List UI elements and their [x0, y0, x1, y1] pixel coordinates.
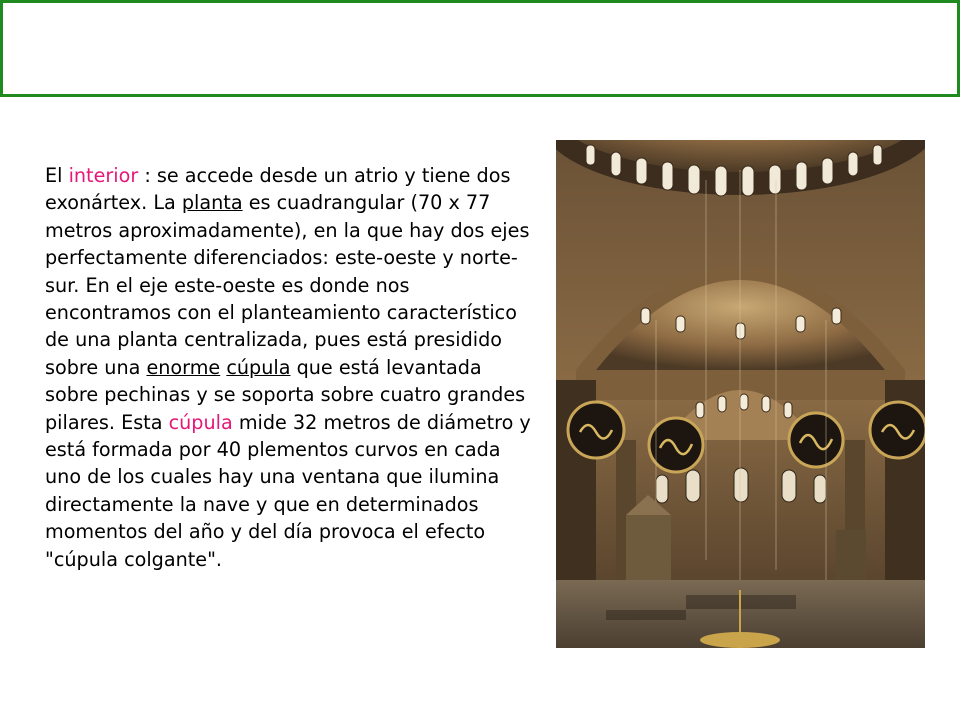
link-planta[interactable]: planta	[181, 191, 243, 215]
text-el: El	[45, 164, 69, 187]
medallion-center-right-icon	[789, 413, 843, 467]
text-pendentives: que está levantada sobre pechinas y se soporta sobre cuatro grandes pilares. Esta	[45, 355, 526, 434]
dome-interior-photo	[556, 140, 925, 648]
text-dome-description: mide 32 metros de diámetro y está formada por 40 plementos curvos en cada uno de los cuales hay una ventana que ilumina directamente la nave y que en determinados momentos del año y del día provoca el efecto "cúpula colgante".	[45, 410, 531, 571]
link-cupula[interactable]: cúpula	[226, 355, 291, 379]
highlight-cupula: cúpula	[168, 410, 233, 434]
title-frame	[0, 0, 960, 97]
text-intro: : se accede desde un atrio y tiene dos exonártex. La	[45, 164, 511, 215]
medallion-right-icon	[870, 402, 925, 458]
medallion-center-left-icon	[649, 418, 703, 472]
medallion-left-icon	[568, 402, 624, 458]
highlight-interior: interior	[68, 164, 139, 187]
link-enorme[interactable]: enorme	[146, 355, 221, 379]
dome-interior-illustration	[556, 140, 925, 648]
text-plan-description: es cuadrangular (70 x 77 metros aproximadamente), en la que hay dos ejes perfectamente diferenciados: este-oeste y norte-sur. En el eje este-oeste es donde nos encontramos con el planteamiento característico de una planta centralizada, pues está presidido sobre una	[45, 191, 530, 379]
body-paragraph	[45, 162, 535, 573]
